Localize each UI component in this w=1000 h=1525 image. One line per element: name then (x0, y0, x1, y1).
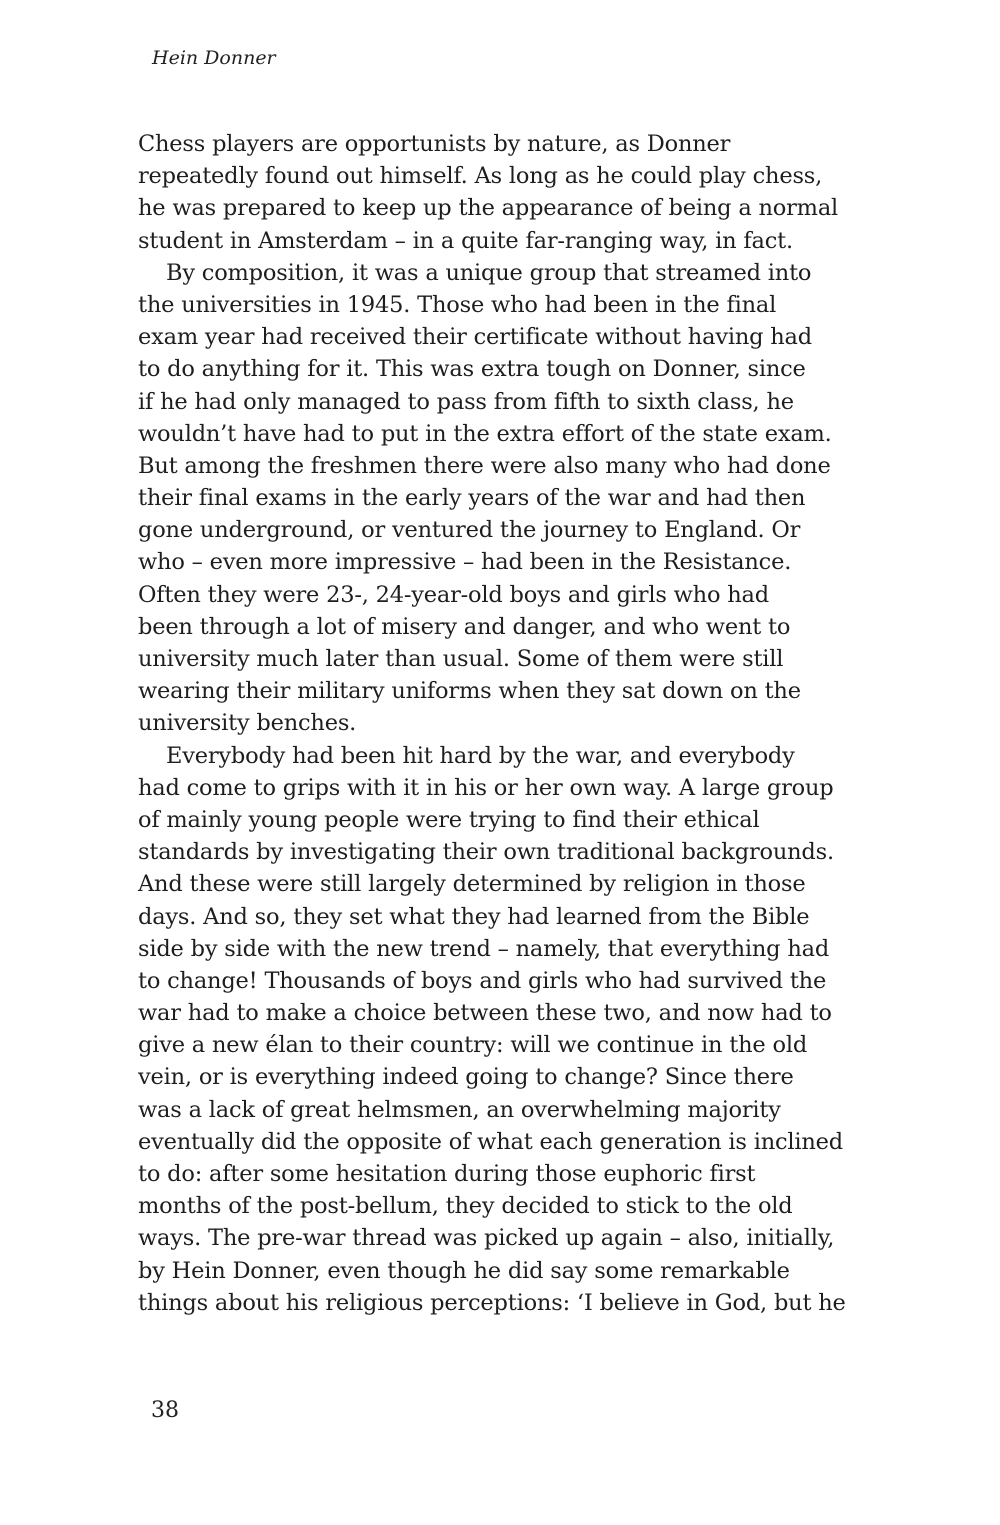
text-line: student in Amsterdam – in a quite far-ranging way, in fact. (138, 227, 793, 254)
text-line: And these were still largely determined by religion in those (138, 871, 806, 898)
text-line: was a lack of great helmsmen, an overwhelming majority (138, 1096, 781, 1123)
text-line: had come to grips with it in his or her own way. A large group (138, 774, 834, 801)
text-line: to change! Thousands of boys and girls who had survived the (138, 967, 827, 994)
paragraph (138, 128, 878, 257)
text-line: give a new élan to their country: will we continue in the old (138, 1032, 808, 1059)
text-line: to do: after some hesitation during those euphoric first (138, 1161, 756, 1187)
text-line: gone underground, or ventured the journey to England. Or (138, 517, 801, 544)
text-line: But among the freshmen there were also many who had done (138, 452, 831, 479)
text-line: who – even more impressive – had been in the Resistance. (138, 549, 792, 576)
text-line: Everybody had been hit hard by the war, and everybody (166, 742, 795, 769)
text-line: ways. The pre-war thread was picked up again – also, initially, (138, 1225, 835, 1252)
text-line: vein, or is everything indeed going to change? Since there (138, 1064, 794, 1091)
text-line: been through a lot of misery and danger, and who went to (138, 613, 791, 640)
text-line: Chess players are opportunists by nature, as Donner (138, 131, 731, 157)
text-line: by Hein Donner, even though he did say some remarkable (138, 1257, 790, 1284)
paragraph (138, 257, 878, 740)
text-line: university benches. (138, 710, 357, 737)
text-line: months of the post-bellum, they decided to stick to the old (138, 1193, 793, 1220)
text-line: By composition, it was a unique group that streamed into (166, 259, 812, 286)
text-line: university much later than usual. Some of them were still (138, 646, 784, 672)
text-line: exam year had received their certificate without having had (138, 324, 812, 351)
text-line: their final exams in the early years of the war and had then (138, 485, 806, 512)
text-line: things about his religious perceptions: ‘I believe in God, but he (138, 1289, 846, 1316)
text-line: he was prepared to keep up the appearance of being a normal (138, 195, 839, 222)
text-line: days. And so, they set what they had learned from the Bible (138, 903, 810, 930)
text-line: war had to make a choice between these two, and now had to (138, 1000, 832, 1027)
running-head: Hein Donner (152, 47, 276, 69)
text-line: of mainly young people were trying to find their ethical (138, 806, 760, 833)
text-line: standards by investigating their own traditional backgrounds. (138, 839, 834, 866)
body-text (138, 128, 878, 1319)
text-line: to do anything for it. This was extra tough on Donner, since (138, 356, 806, 383)
text-line: side by side with the new trend – namely, that everything had (138, 935, 830, 962)
text-line: wouldn’t have had to put in the extra effort of the state exam. (138, 420, 832, 447)
text-line: repeatedly found out himself. As long as he could play chess, (138, 163, 823, 190)
text-line: wearing their military uniforms when they sat down on the (138, 678, 801, 705)
text-line: eventually did the opposite of what each generation is inclined (138, 1128, 844, 1155)
text-line: the universities in 1945. Those who had been in the final (138, 291, 777, 318)
text-line: Often they were 23-, 24-year-old boys and girls who had (138, 581, 769, 608)
paragraph (138, 740, 878, 1319)
page-number: 38 (151, 1398, 179, 1423)
text-line: if he had only managed to pass from fifth to sixth class, he (138, 388, 794, 415)
